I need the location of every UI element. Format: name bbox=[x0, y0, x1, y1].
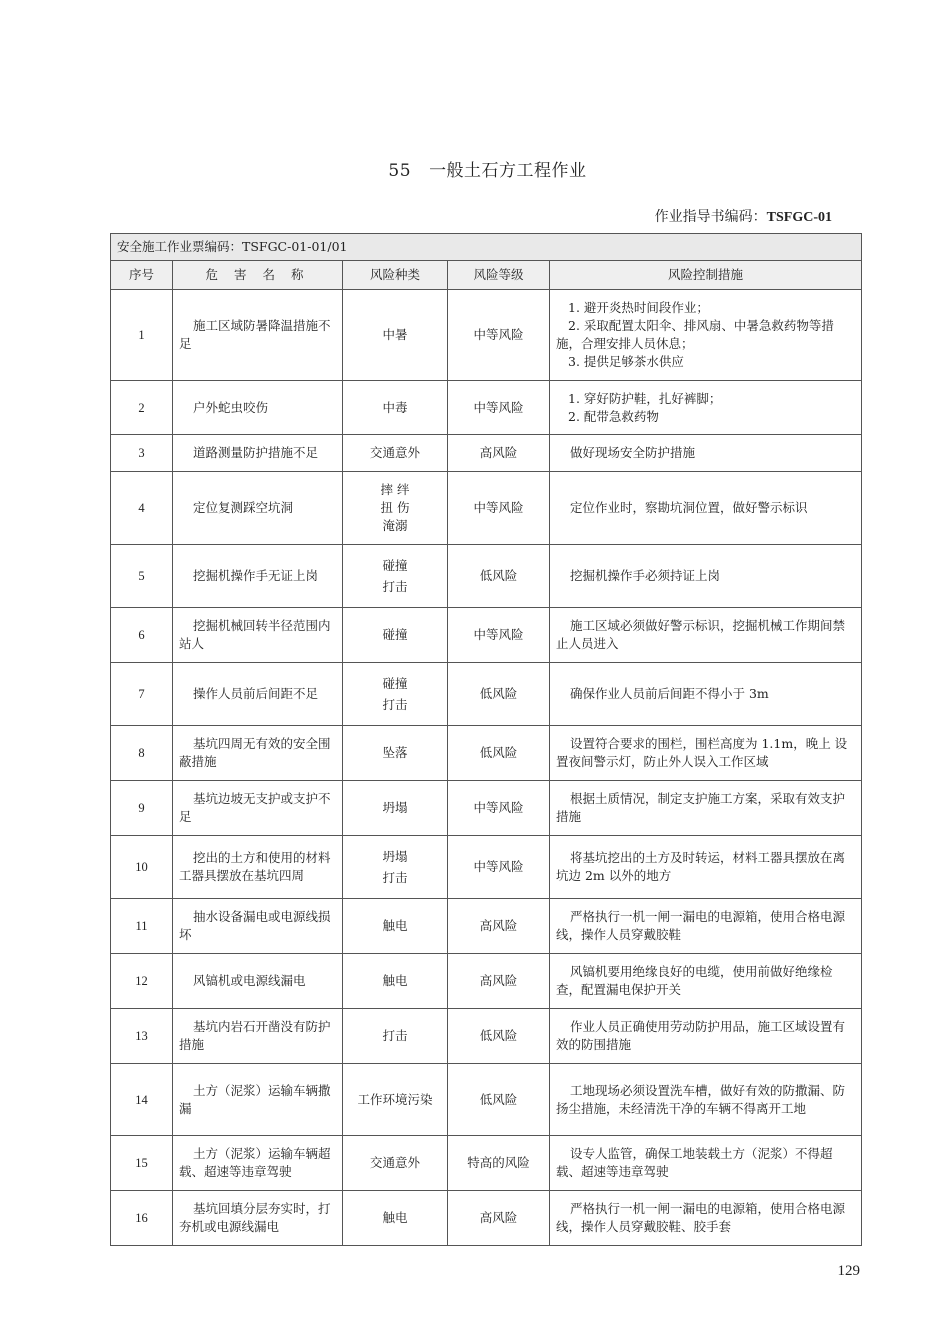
hazard-text: 操作人员前后间距不足 bbox=[193, 686, 319, 701]
risk-type-item: 触电 bbox=[382, 973, 408, 988]
header-hazard: 危 害 名 称 bbox=[173, 261, 343, 290]
risk-level: 高风险 bbox=[448, 899, 550, 954]
control-measures bbox=[550, 899, 862, 954]
header-no: 序号 bbox=[111, 261, 173, 290]
hazard-text: 基坑内岩石开凿没有防护措施 bbox=[179, 1019, 331, 1052]
risk-level: 中等风险 bbox=[448, 608, 550, 663]
risk-type-item: 碰撞 bbox=[382, 558, 408, 573]
table-row bbox=[111, 836, 862, 899]
measure-item: 施工区域必须做好警示标识，挖掘机械工作期间禁止人员进入 bbox=[556, 618, 846, 651]
control-measures bbox=[550, 472, 862, 545]
page-number: 129 bbox=[837, 1263, 860, 1279]
row-number: 16 bbox=[111, 1191, 173, 1246]
risk-type bbox=[343, 545, 448, 608]
ticket-code: 安全施工作业票编码：TSFGC-01-01/01 bbox=[111, 234, 862, 261]
measure-item: 1. 穿好防护鞋，扎好裤脚； bbox=[568, 390, 722, 406]
risk-level: 中等风险 bbox=[448, 781, 550, 836]
measure-item: 2. 采取配置太阳伞、排风扇、中暑急救药物等措施，合理安排人员休息； bbox=[556, 318, 834, 351]
risk-type-item: 碰撞 bbox=[382, 676, 408, 691]
hazard-text: 抽水设备漏电或电源线损坏 bbox=[179, 909, 331, 942]
hazard-text: 挖掘机操作手无证上岗 bbox=[193, 568, 319, 583]
measure-item: 严格执行一机一闸一漏电的电源箱，使用合格电源线，操作人员穿戴胶鞋 bbox=[556, 909, 846, 942]
risk-type bbox=[343, 290, 448, 381]
risk-type bbox=[343, 435, 448, 472]
table-header-row bbox=[111, 261, 862, 290]
table-row bbox=[111, 1064, 862, 1136]
hazard-name bbox=[173, 1191, 343, 1246]
hazard-text: 定位复测踩空坑洞 bbox=[193, 500, 294, 515]
control-measures bbox=[550, 545, 862, 608]
hazard-text: 挖出的土方和使用的材料工器具摆放在基坑四周 bbox=[179, 850, 331, 883]
risk-type bbox=[343, 472, 448, 545]
page-title bbox=[0, 156, 950, 181]
risk-type bbox=[343, 1009, 448, 1064]
risk-level: 高风险 bbox=[448, 954, 550, 1009]
table-row bbox=[111, 1136, 862, 1191]
hazard-name bbox=[173, 781, 343, 836]
table-row bbox=[111, 608, 862, 663]
guide-code-label: 作业指导书编码： bbox=[654, 209, 767, 225]
measure-item: 设置符合要求的围栏，围栏高度为 1.1m，晚上 设置夜间警示灯，防止外人误入工作区域 bbox=[556, 736, 848, 769]
guide-code-value: TSFGC-01 bbox=[766, 210, 832, 225]
risk-type bbox=[343, 781, 448, 836]
row-number: 10 bbox=[111, 836, 173, 899]
measure-item: 做好现场安全防护措施 bbox=[570, 445, 696, 460]
measure-item: 严格执行一机一闸一漏电的电源箱，使用合格电源线，操作人员穿戴胶鞋、胶手套 bbox=[556, 1201, 846, 1234]
hazard-name bbox=[173, 472, 343, 545]
risk-type bbox=[343, 899, 448, 954]
row-number: 15 bbox=[111, 1136, 173, 1191]
hazard-text: 道路测量防护措施不足 bbox=[193, 445, 319, 460]
risk-level: 低风险 bbox=[448, 545, 550, 608]
measure-item: 挖掘机操作手必须持证上岗 bbox=[570, 568, 721, 583]
risk-type-item: 中暑 bbox=[382, 327, 408, 342]
hazard-name bbox=[173, 1009, 343, 1064]
section-number: 55 bbox=[388, 161, 412, 181]
risk-type bbox=[343, 608, 448, 663]
hazard-text: 挖掘机械回转半径范围内站人 bbox=[179, 618, 331, 651]
table-row bbox=[111, 435, 862, 472]
risk-level: 低风险 bbox=[448, 663, 550, 726]
row-number: 4 bbox=[111, 472, 173, 545]
measure-item: 3. 提供足够茶水供应 bbox=[568, 354, 684, 369]
risk-level: 中等风险 bbox=[448, 381, 550, 435]
measure-item: 作业人员正确使用劳动防护用品，施工区域设置有效的防围措施 bbox=[556, 1019, 846, 1052]
risk-type-item: 工作环境污染 bbox=[357, 1091, 433, 1107]
control-measures bbox=[550, 1136, 862, 1191]
table-row bbox=[111, 899, 862, 954]
row-number: 7 bbox=[111, 663, 173, 726]
control-measures bbox=[550, 290, 862, 381]
risk-type-item: 坍塌 bbox=[382, 849, 408, 864]
measure-item: 设专人监管，确保工地装载土方（泥浆）不得超载、超速等违章驾驶 bbox=[556, 1146, 833, 1179]
risk-level: 高风险 bbox=[448, 435, 550, 472]
table-row bbox=[111, 472, 862, 545]
table-row bbox=[111, 663, 862, 726]
risk-type-item: 打击 bbox=[382, 579, 408, 594]
row-number: 14 bbox=[111, 1064, 173, 1136]
risk-type-item: 中毒 bbox=[382, 399, 408, 415]
header-measures: 风险控制措施 bbox=[550, 261, 862, 290]
measure-item: 定位作业时，察勘坑洞位置，做好警示标识 bbox=[570, 500, 808, 515]
section-title: 一般土石方工程作业 bbox=[429, 161, 587, 181]
control-measures bbox=[550, 1009, 862, 1064]
risk-level: 低风险 bbox=[448, 1009, 550, 1064]
control-measures bbox=[550, 781, 862, 836]
row-number: 6 bbox=[111, 608, 173, 663]
hazard-text: 土方（泥浆）运输车辆撒漏 bbox=[179, 1082, 331, 1116]
hazard-text: 基坑四周无有效的安全围蔽措施 bbox=[179, 736, 331, 769]
measure-item: 2. 配带急救药物 bbox=[568, 408, 659, 424]
risk-level: 中等风险 bbox=[448, 836, 550, 899]
risk-type-item: 坠落 bbox=[382, 745, 408, 760]
guide-code-line bbox=[655, 206, 832, 226]
table-row bbox=[111, 726, 862, 781]
risk-type bbox=[343, 954, 448, 1009]
table-row bbox=[111, 954, 862, 1009]
risk-type-item: 触电 bbox=[382, 918, 408, 933]
hazard-name bbox=[173, 1136, 343, 1191]
header-risk-level: 风险等级 bbox=[448, 261, 550, 290]
control-measures bbox=[550, 1064, 862, 1136]
row-number: 13 bbox=[111, 1009, 173, 1064]
risk-type bbox=[343, 663, 448, 726]
risk-level: 低风险 bbox=[448, 726, 550, 781]
hazard-name bbox=[173, 726, 343, 781]
control-measures bbox=[550, 726, 862, 781]
hazard-text: 户外蛇虫咬伤 bbox=[193, 399, 269, 415]
hazard-name bbox=[173, 545, 343, 608]
control-measures bbox=[550, 381, 862, 435]
risk-level: 中等风险 bbox=[448, 472, 550, 545]
row-number: 12 bbox=[111, 954, 173, 1009]
risk-type bbox=[343, 836, 448, 899]
control-measures bbox=[550, 663, 862, 726]
risk-type-item: 坍塌 bbox=[382, 800, 408, 815]
table-row bbox=[111, 381, 862, 435]
measure-item: 将基坑挖出的土方及时转运，材料工器具摆放在离坑边 2m 以外的地方 bbox=[556, 850, 846, 883]
table-row bbox=[111, 290, 862, 381]
hazard-text: 施工区域防暑降温措施不足 bbox=[179, 318, 331, 351]
risk-type-item: 触电 bbox=[382, 1210, 408, 1225]
risk-type-item: 打击 bbox=[382, 697, 408, 712]
risk-type bbox=[343, 381, 448, 435]
risk-table bbox=[110, 233, 862, 1246]
row-number: 9 bbox=[111, 781, 173, 836]
hazard-name bbox=[173, 1064, 343, 1136]
hazard-name bbox=[173, 381, 343, 435]
risk-level: 高风险 bbox=[448, 1191, 550, 1246]
measure-item: 确保作业人员前后间距不得小于 3m bbox=[570, 686, 769, 701]
control-measures bbox=[550, 836, 862, 899]
control-measures bbox=[550, 1191, 862, 1246]
risk-type bbox=[343, 1191, 448, 1246]
risk-type bbox=[343, 726, 448, 781]
row-number: 2 bbox=[111, 381, 173, 435]
hazard-text: 风镐机或电源线漏电 bbox=[193, 973, 306, 988]
risk-level: 低风险 bbox=[448, 1064, 550, 1136]
hazard-name bbox=[173, 899, 343, 954]
hazard-name bbox=[173, 290, 343, 381]
measure-item: 1. 避开炎热时间段作业； bbox=[568, 300, 709, 315]
risk-level: 中等风险 bbox=[448, 290, 550, 381]
control-measures bbox=[550, 435, 862, 472]
header-risk-type: 风险种类 bbox=[343, 261, 448, 290]
control-measures bbox=[550, 608, 862, 663]
row-number: 1 bbox=[111, 290, 173, 381]
row-number: 5 bbox=[111, 545, 173, 608]
row-number: 8 bbox=[111, 726, 173, 781]
risk-type-item: 扭 伤 bbox=[380, 500, 410, 515]
row-number: 11 bbox=[111, 899, 173, 954]
risk-type bbox=[343, 1064, 448, 1136]
hazard-name bbox=[173, 608, 343, 663]
risk-type-item: 打击 bbox=[382, 1028, 408, 1043]
row-number: 3 bbox=[111, 435, 173, 472]
hazard-name bbox=[173, 435, 343, 472]
table-row bbox=[111, 1191, 862, 1246]
measure-item: 工地现场必须设置洗车槽，做好有效的防撒漏、防扬尘措施，未经清洗干净的车辆不得离开工地 bbox=[556, 1082, 846, 1116]
hazard-text: 土方（泥浆）运输车辆超载、超速等违章驾驶 bbox=[179, 1146, 331, 1179]
risk-level: 特高的风险 bbox=[448, 1136, 550, 1191]
measure-item: 风镐机要用绝缘良好的电缆，使用前做好绝缘检查，配置漏电保护开关 bbox=[556, 964, 833, 997]
table-row bbox=[111, 545, 862, 608]
hazard-text: 基坑边坡无支护或支护不足 bbox=[179, 791, 331, 824]
risk-type-item: 碰撞 bbox=[382, 627, 408, 642]
risk-type-item: 交通意外 bbox=[369, 1155, 420, 1170]
hazard-name bbox=[173, 836, 343, 899]
risk-type-item: 交通意外 bbox=[369, 445, 420, 460]
table-body bbox=[111, 290, 862, 1246]
risk-type bbox=[343, 1136, 448, 1191]
control-measures bbox=[550, 954, 862, 1009]
hazard-text: 基坑回填分层夯实时，打夯机或电源线漏电 bbox=[179, 1201, 331, 1234]
table-row bbox=[111, 1009, 862, 1064]
hazard-name bbox=[173, 663, 343, 726]
risk-type-item: 淹溺 bbox=[382, 518, 408, 533]
hazard-name bbox=[173, 954, 343, 1009]
table-row bbox=[111, 781, 862, 836]
risk-type-item: 打击 bbox=[382, 870, 408, 885]
measure-item: 根据土质情况，制定支护施工方案，采取有效支护措施 bbox=[556, 791, 846, 824]
risk-type-item: 摔 绊 bbox=[380, 482, 410, 497]
